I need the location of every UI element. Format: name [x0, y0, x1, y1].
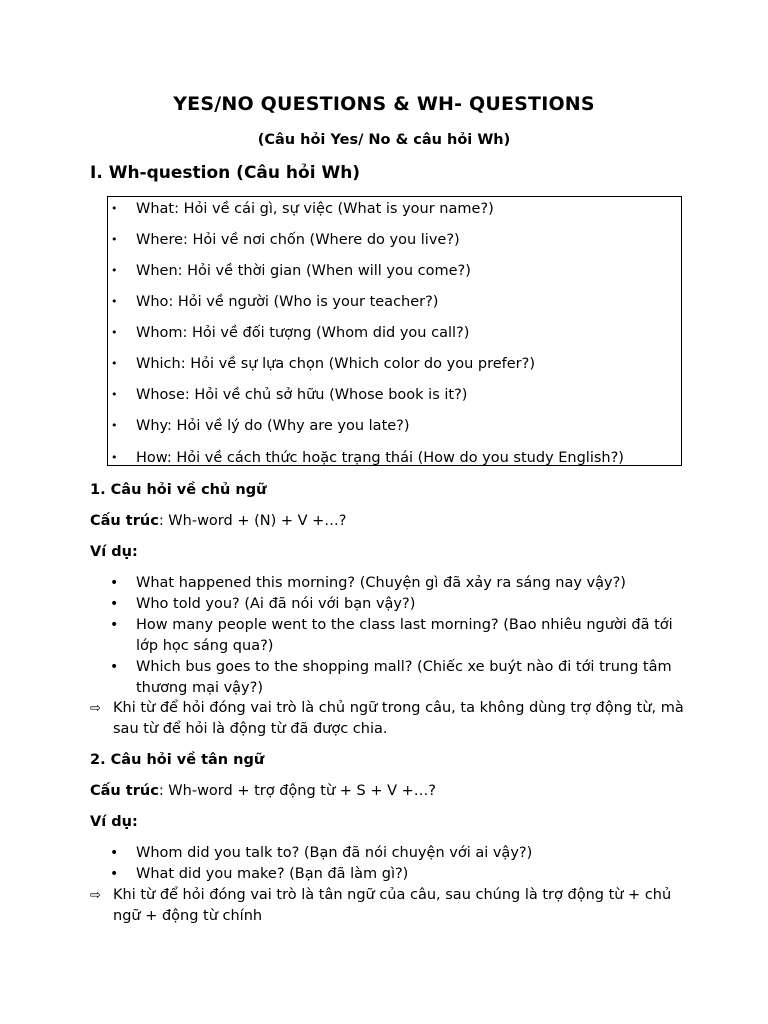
- page-subtitle: (Câu hỏi Yes/ No & câu hỏi Wh): [257, 132, 511, 148]
- list-item: • Whom did you talk to? (Bạn đã nói chuyện với ai vậy?): [90, 843, 690, 864]
- bullet-icon: •: [110, 596, 119, 612]
- bullet-icon: •: [111, 295, 118, 308]
- list-item: • Which bus goes to the shopping mall? (Chiếc xe buýt nào đi tới trung tâm thương mại vậy?): [110, 659, 672, 696]
- example-label-subject: Ví dụ:: [90, 544, 138, 560]
- wh-item-when: • When: Hỏi về thời gian (When will you come?): [108, 260, 678, 282]
- list-item: • What happened this morning? (Chuyện gì đã xảy ra sáng nay vậy?): [90, 573, 690, 594]
- bullet-icon: •: [110, 617, 119, 633]
- bullet-icon: •: [111, 419, 118, 432]
- wh-item-how: • How: Hỏi về cách thức hoặc trạng thái (How do you study English?): [108, 447, 678, 469]
- wh-item-where: • Where: Hỏi về nơi chốn (Where do you live?): [108, 229, 678, 251]
- wh-item-who: • Who: Hỏi về người (Who is your teacher?): [108, 291, 678, 313]
- note-subject: ⇨ Khi từ để hỏi đóng vai trò là chủ ngữ trong câu, ta không dùng trợ động từ, mà sau từ để hỏi là động từ đã được chia.: [90, 700, 684, 737]
- examples-list-object: [90, 843, 690, 885]
- page-title: YES/NO QUESTIONS & WH- QUESTIONS: [173, 93, 595, 115]
- note-object: ⇨ Khi từ để hỏi đóng vai trò là tân ngữ của câu, sau chúng là trợ động từ + chủ ngữ + động từ chính: [90, 887, 672, 924]
- structure-line-object: [90, 781, 436, 801]
- wh-item-which: • Which: Hỏi về sự lựa chọn (Which color do you prefer?): [108, 353, 678, 375]
- structure-label: Cấu trúc: [90, 783, 159, 799]
- list-item: • What did you make? (Bạn đã làm gì?): [90, 864, 690, 885]
- example-label-object: Ví dụ:: [90, 814, 138, 830]
- structure-label: Cấu trúc: [90, 513, 159, 529]
- bullet-icon: •: [110, 866, 119, 882]
- wh-item-whom: • Whom: Hỏi về đối tượng (Whom did you call?): [108, 322, 678, 344]
- arrow-right-icon: ⇨: [90, 888, 101, 903]
- list-item: • Who told you? (Ai đã nói với bạn vậy?): [90, 594, 690, 615]
- bullet-icon: •: [111, 202, 118, 215]
- section-heading-wh-question: I. Wh-question (Câu hỏi Wh): [90, 163, 361, 183]
- list-item: • How many people went to the class last morning? (Bao nhiêu người đã tới lớp học sáng qua?): [110, 617, 673, 654]
- bullet-icon: •: [111, 451, 118, 464]
- subsection-heading-subject: 1. Câu hỏi về chủ ngữ: [90, 482, 267, 498]
- wh-item-why: • Why: Hỏi về lý do (Why are you late?): [108, 415, 678, 437]
- bullet-icon: •: [111, 357, 118, 370]
- arrow-right-icon: ⇨: [90, 701, 101, 716]
- bullet-icon: •: [110, 845, 119, 861]
- bullet-icon: •: [111, 388, 118, 401]
- subsection-heading-object: 2. Câu hỏi về tân ngữ: [90, 752, 265, 768]
- bullet-icon: •: [111, 233, 118, 246]
- structure-text: : Wh-word + trợ động từ + S + V +…?: [158, 783, 436, 799]
- bullet-icon: •: [111, 264, 118, 277]
- wh-words-box: [107, 196, 682, 466]
- bullet-icon: •: [110, 575, 119, 591]
- wh-item-what: • What: Hỏi về cái gì, sự việc (What is your name?): [108, 198, 678, 220]
- bullet-icon: •: [110, 659, 119, 675]
- bullet-icon: •: [111, 326, 118, 339]
- structure-line-subject: [90, 511, 346, 531]
- wh-item-whose: • Whose: Hỏi về chủ sở hữu (Whose book is it?): [108, 384, 678, 406]
- examples-list-subject: [90, 573, 690, 699]
- structure-text: : Wh-word + (N) + V +…?: [158, 513, 347, 529]
